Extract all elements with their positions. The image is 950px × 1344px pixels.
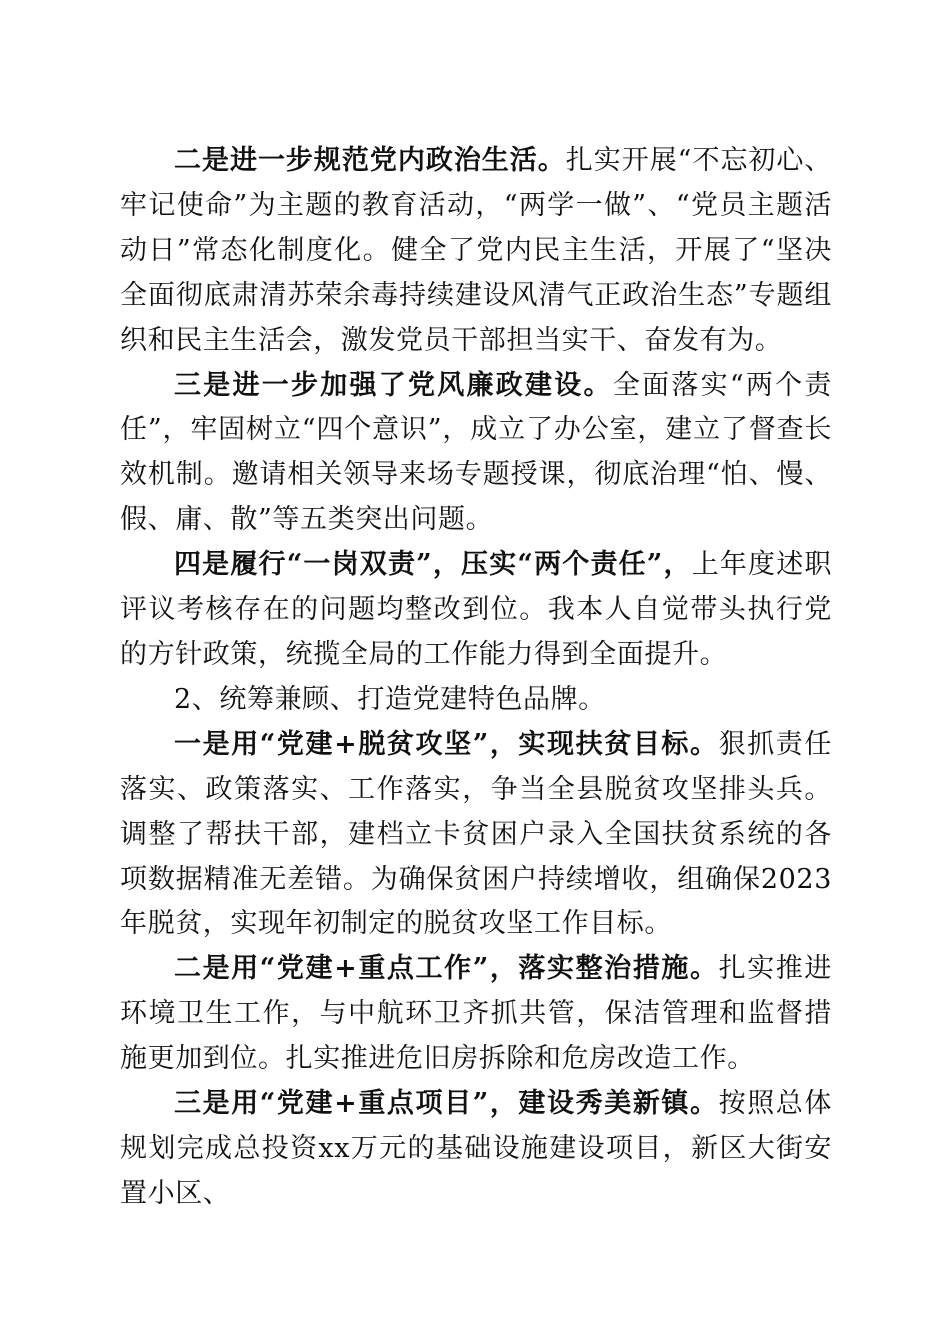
paragraph-lead: 一是用“党建+脱贫攻坚”，实现扶贫目标。 bbox=[174, 728, 719, 760]
paragraph-text: 按照总体规划完成总投资xx万元的基础设施建设项目，新区大街安置小区、 bbox=[120, 1088, 832, 1209]
paragraph-text: 扎实推进环境卫生工作，与中航环卫齐抓共管，保洁管理和监督措施更加到位。扎实推进危旧房拆除和危房改造工作。 bbox=[120, 953, 832, 1075]
paragraph-key-work bbox=[120, 947, 832, 1082]
paragraph-lead: 四是履行“一岗双责”，压实“两个责任”， bbox=[174, 549, 692, 581]
document-body bbox=[120, 139, 832, 1217]
paragraph-text: 2、统筹兼顾、打造党建特色品牌。 bbox=[174, 683, 606, 715]
paragraph-text: 全面落实“两个责任”，牢固树立“四个意识”，成立了办公室，建立了督查长效机制。邀请相关领导来场专题授课，彻底治理“怕、慢、假、庸、散”等五类突出问题。 bbox=[120, 369, 832, 536]
paragraph-text: 扎实开展“不忘初心、牢记使命”为主题的教育活动，“两学一做”、“党员主题活动日”常态化制度化。健全了党内民主生活，开展了“坚决全面彻底肃清苏荣余毒持续建设风清气正政治生态”专题组织和民主生活会，激发党员干部担当实干、奋发有为。 bbox=[120, 145, 832, 356]
paragraph-lead: 三是进一步加强了党风廉政建设。 bbox=[174, 369, 613, 401]
paragraph-clean-government bbox=[120, 364, 832, 544]
paragraph-political-life bbox=[120, 139, 832, 364]
paragraph-lead: 二是进一步规范党内政治生活。 bbox=[174, 145, 566, 176]
paragraph-dual-responsibility bbox=[120, 543, 832, 678]
paragraph-poverty-alleviation bbox=[120, 723, 832, 948]
paragraph-lead: 二是用“党建+重点工作”，落实整治措施。 bbox=[174, 953, 719, 985]
paragraph-text: 上年度述职评议考核存在的问题均整改到位。我本人自觉带头执行党的方针政策，统揽全局的工作能力得到全面提升。 bbox=[120, 549, 832, 670]
section-heading bbox=[120, 678, 832, 723]
paragraph-text: 狠抓责任落实、政策落实、工作落实，争当全县脱贫攻坚排头兵。调整了帮扶干部，建档立卡贫困户录入全国扶贫系统的各项数据精准无差错。为确保贫困户持续增收，组确保2023年脱贫，实现年初制定的脱贫攻坚工作目标。 bbox=[120, 728, 832, 940]
paragraph-key-projects bbox=[120, 1082, 832, 1217]
paragraph-lead: 三是用“党建+重点项目”，建设秀美新镇。 bbox=[174, 1088, 719, 1120]
